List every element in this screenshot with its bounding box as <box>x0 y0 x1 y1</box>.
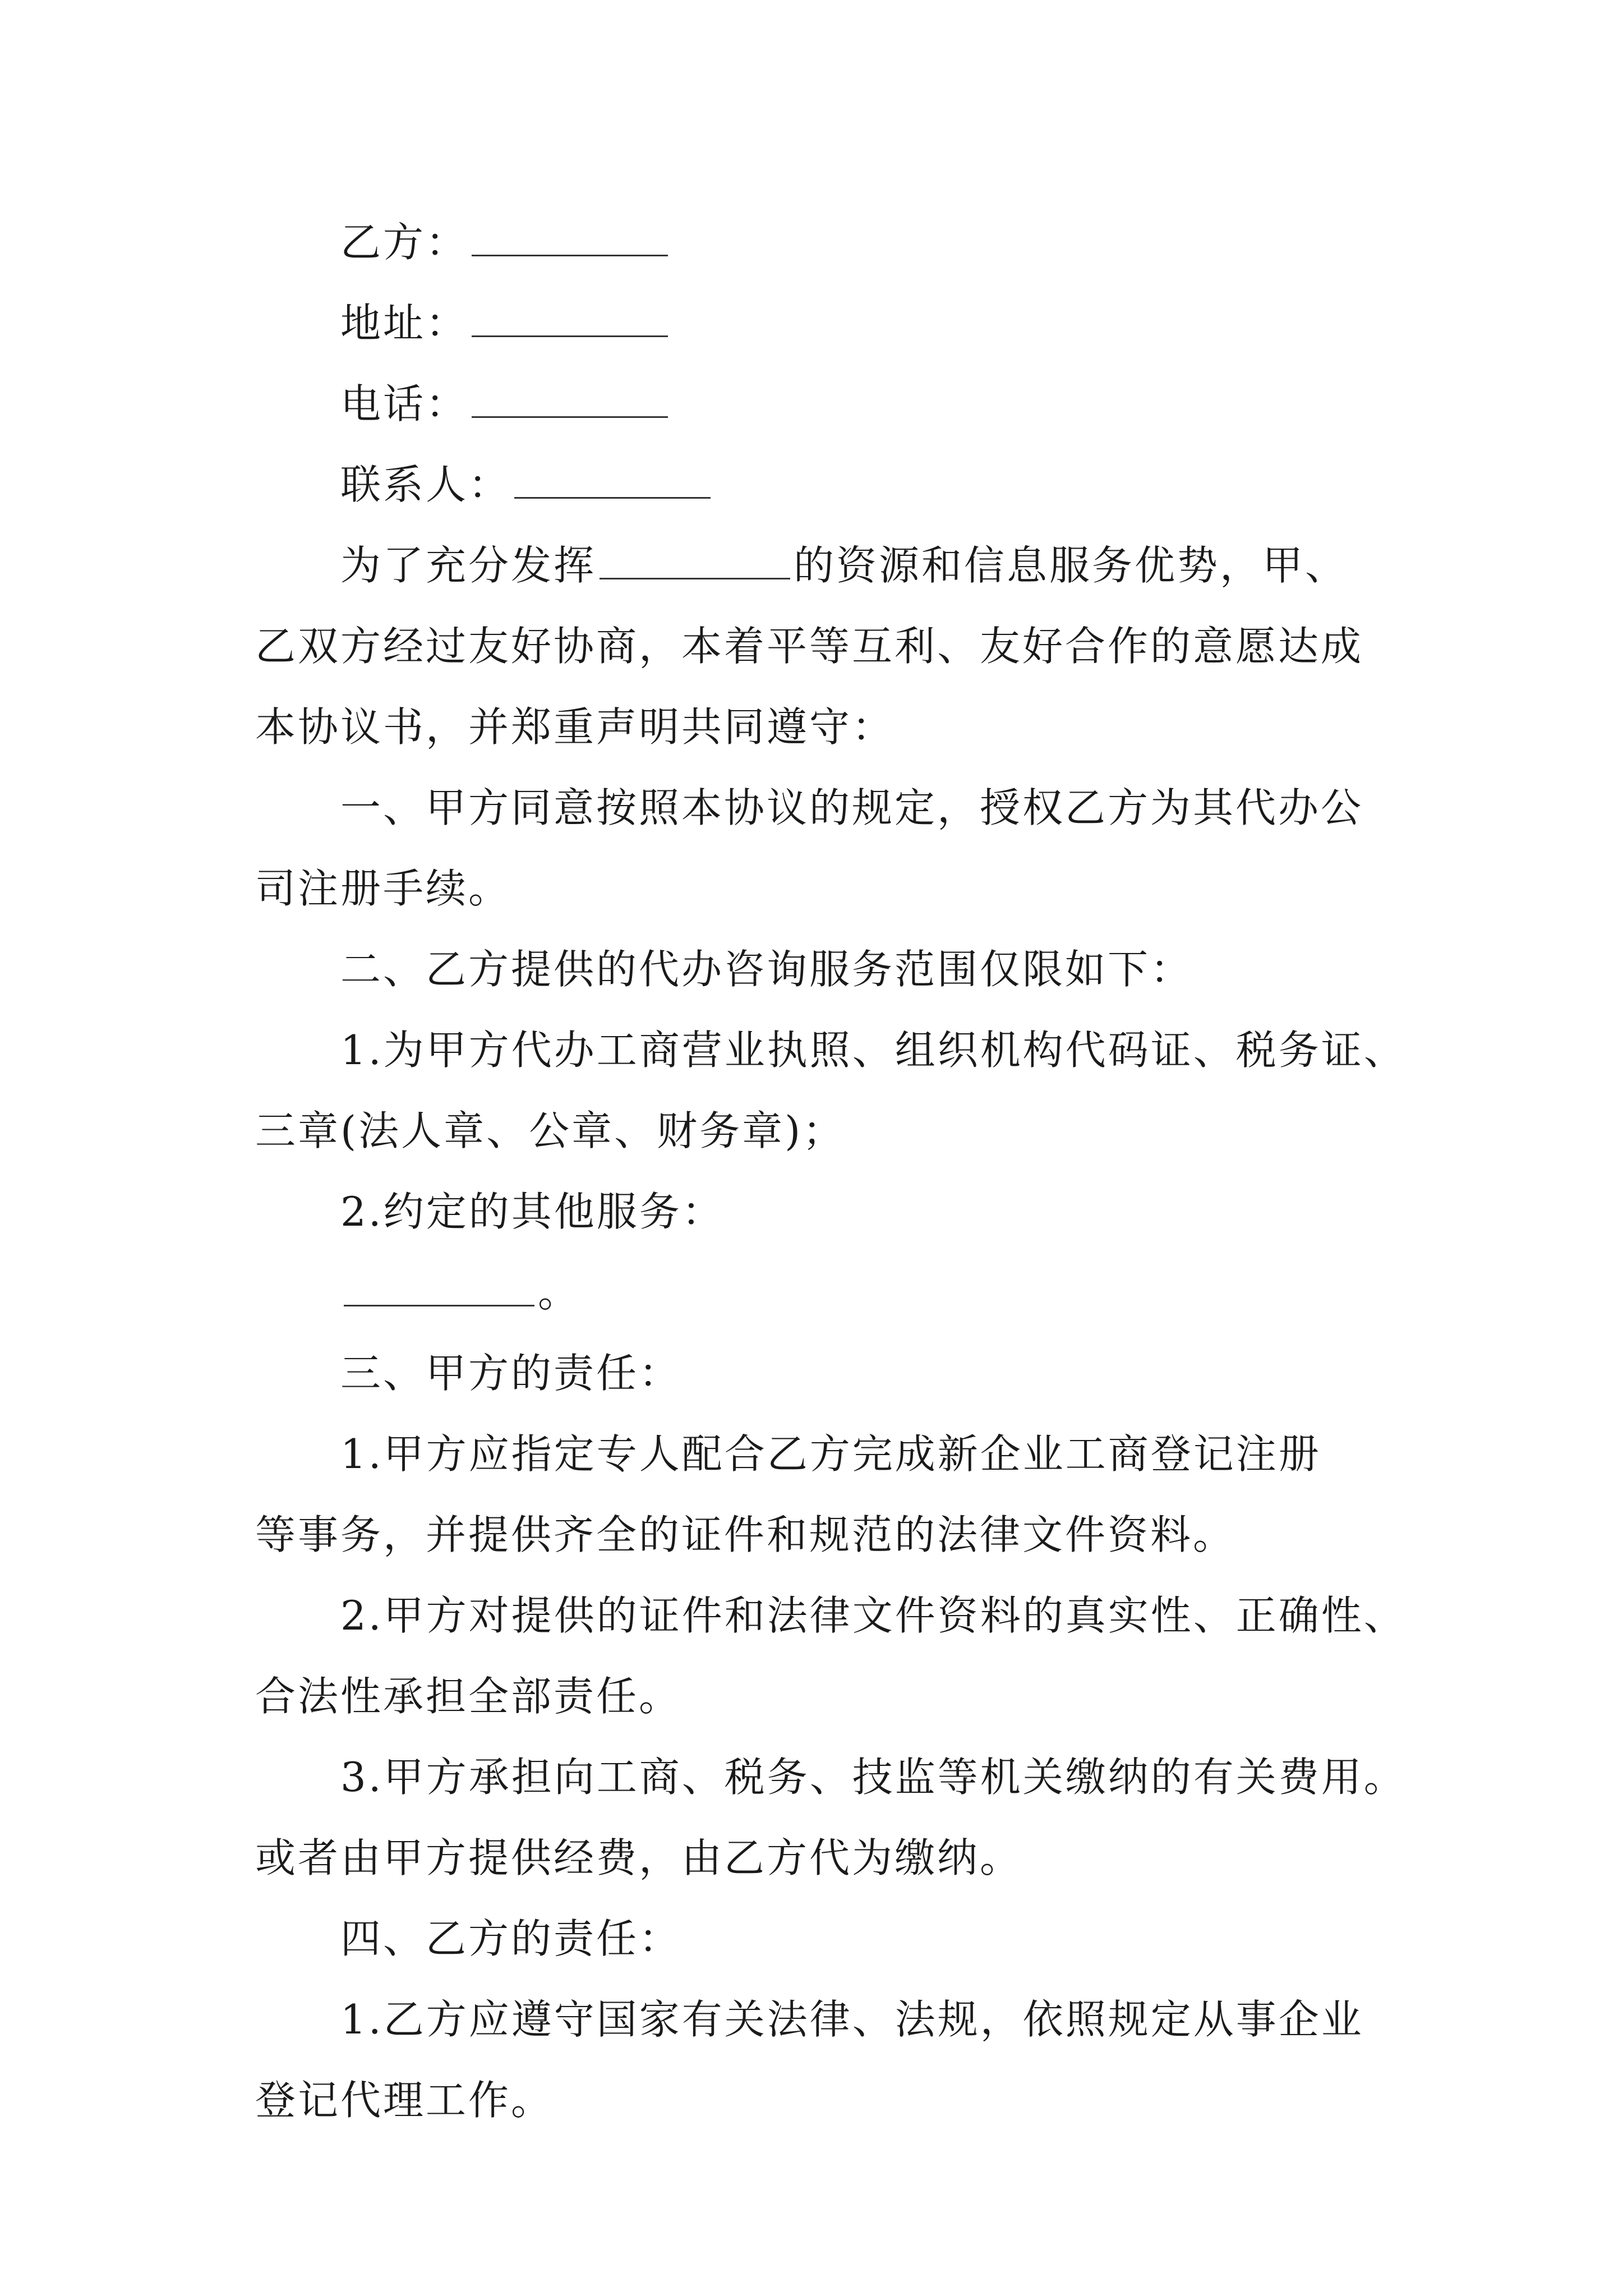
contact-line <box>255 444 1382 525</box>
contact-blank <box>514 468 711 499</box>
clause3-item3-line-2: 或者由甲方提供经费，由乙方代为缴纳。 <box>255 1834 1023 1881</box>
clause2-item2-line-2 <box>255 1252 1382 1333</box>
intro-line-1 <box>255 525 1382 606</box>
clause2-item1-line-1: 1.为甲方代办工商营业执照、组织机构代码证、税务证、 <box>340 1027 1407 1074</box>
clause1-line-1: 一、甲方同意按照本协议的规定，授权乙方为其代办公 <box>340 784 1364 831</box>
address-label: 地址： <box>340 300 469 347</box>
clause4-item1-line-1: 1.乙方应遵守国家有关法律、法规，依照规定从事企业 <box>340 1996 1364 2043</box>
party-b-label: 乙方： <box>340 219 469 266</box>
intro-line-2: 乙双方经过友好协商，本着平等互利、友好合作的意愿达成 <box>255 623 1364 670</box>
party-b-blank <box>472 226 668 256</box>
intro-line-3: 本协议书，并郑重声明共同遵守： <box>255 703 895 751</box>
clause3-item2-line-1: 2.甲方对提供的证件和法律文件资料的真实性、正确性、 <box>340 1592 1407 1639</box>
intro-blank <box>600 549 790 579</box>
other-services-period: 。 <box>538 1269 581 1316</box>
phone-blank <box>472 387 668 418</box>
clause3-item3-line-1: 3.甲方承担向工商、税务、技监等机关缴纳的有关费用。 <box>340 1754 1407 1801</box>
clause3-title: 三、甲方的责任： <box>340 1350 682 1397</box>
clause2-item1-line-2: 三章(法人章、公章、财务章)； <box>255 1107 846 1154</box>
clause4-title: 四、乙方的责任： <box>340 1915 682 1962</box>
clause4-item1-line-2: 登记代理工作。 <box>255 2077 554 2124</box>
phone-label: 电话： <box>340 380 469 427</box>
address-line <box>255 283 1382 364</box>
contact-label: 联系人： <box>340 461 511 508</box>
clause3-item2-line-2: 合法性承担全部责任。 <box>255 1673 682 1720</box>
clause1-line-2: 司注册手续。 <box>255 865 511 912</box>
clause3-item1-line-2: 等事务，并提供齐全的证件和规范的法律文件资料。 <box>255 1511 1236 1558</box>
document-page <box>255 202 1407 2141</box>
clause2-item2-line-1: 2.约定的其他服务： <box>340 1188 725 1235</box>
clause3-item1-line-1: 1.甲方应指定专人配合乙方完成新企业工商登记注册 <box>340 1430 1321 1478</box>
intro-text-a: 为了充分发挥 <box>340 542 597 589</box>
party-b-line <box>255 202 1382 283</box>
address-blank <box>472 306 668 337</box>
other-services-blank <box>344 1276 534 1306</box>
intro-text-b: 的资源和信息服务优势，甲、 <box>794 542 1348 589</box>
phone-line <box>255 364 1382 444</box>
clause2-title: 二、乙方提供的代办咨询服务范围仅限如下： <box>340 946 1193 993</box>
